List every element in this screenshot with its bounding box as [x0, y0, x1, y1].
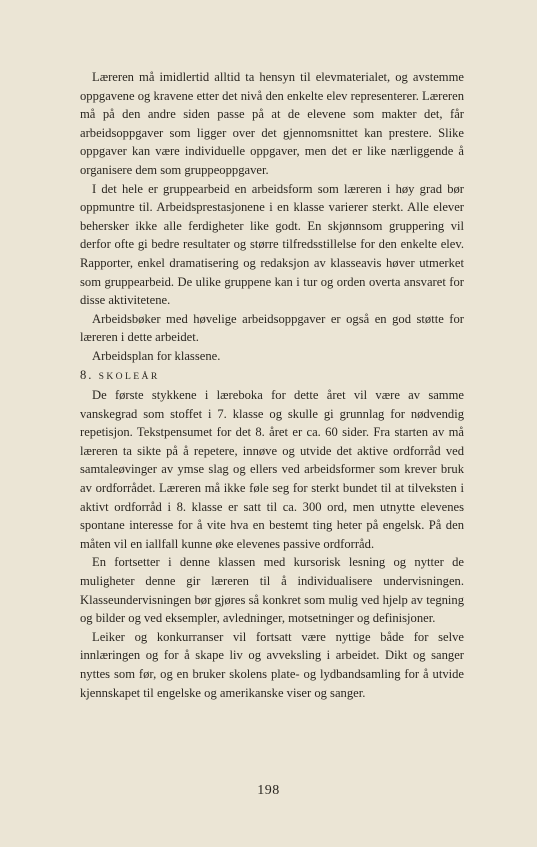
paragraph: En fortsetter i denne klassen med kursorisk lesning og nytter de muligheter denne gir læreren til å individualisere undervisningen. Klasseundervisningen bør gjøres så konkret som mulig ved hjelp av tegning og bilder og ved eksempler, avledninger, motsetninger og definisjoner.	[80, 555, 464, 626]
body-text	[80, 68, 464, 702]
paragraph: Arbeidsbøker med høvelige arbeidsoppgaver er også en god støtte for læreren i dette arbeidet.	[80, 311, 464, 345]
paragraph: De første stykkene i læreboka for dette året vil være av samme vanskegrad som stoffet i 7. klasse og skulle gi grunnlag for nødvendig repetisjon. Tekstpensumet for det 8. året er ca. 60 sider. Fra starten av må læreren ta sikte på å repetere, innøve og utvide det aktive ordforråd ved samtaleøvinger av ymse slag og ellers ved arbeidsformer som krever bruk av ordforrådet. Læreren må ikke føle seg for sterkt bundet til at tilveksten i aktivt ordforråd i 8. klasse er satt til ca. 300 ord, men utnytte elevenes spontane interesse for å vite hva en bestemt ting heter på engelsk. På den måten vil en iallfall kunne øke elevenes passive ordforråd.	[80, 388, 464, 551]
paragraph: Leiker og konkurranser vil fortsatt være nyttige både for selve innlæringen og for å skape liv og avveksling i arbeidet. Dikt og sanger nyttes som før, og en bruker skolens plate- og lydbandsamling for å utvide kjennskapet til engelske og amerikanske viser og sanger.	[80, 629, 464, 700]
section-title: SKOLEÅR	[98, 370, 160, 382]
paragraph: I det hele er gruppearbeid en arbeidsform som læreren i høy grad bør oppmuntre til. Arbeidsprestasjonene i en klasse varierer sterkt. Alle elever behersker ikke alle ferdigheter like godt. En skjønnsom gruppering vil derfor ofte gi bedre resultater og større tilfredsstillelse for den enkelte elev. Rapporter, enkel dramatisering og redaksjon av klasseavis høver utmerket som gruppearbeid. De ulike gruppene kan i tur og orden overta ansvaret for disse aktivitetene.	[80, 181, 464, 308]
plan-heading: Arbeidsplan for klassene.	[92, 348, 221, 363]
section-heading	[80, 366, 464, 387]
section-number: 8.	[80, 367, 94, 382]
paragraph: Læreren må imidlertid alltid ta hensyn til elevmaterialet, og avstemme oppgavene og kravene etter det nivå den enkelte elev representerer. Læreren må på den andre siden passe på at de elevene som makter det, får arbeidsoppgaver som ligger over det gjennomsnittet kan prestere. Slike oppgaver kan være individuelle oppgaver, men det er like nærliggende å organisere dem som gruppeoppgaver.	[80, 70, 464, 177]
page-number: 198	[257, 783, 280, 798]
